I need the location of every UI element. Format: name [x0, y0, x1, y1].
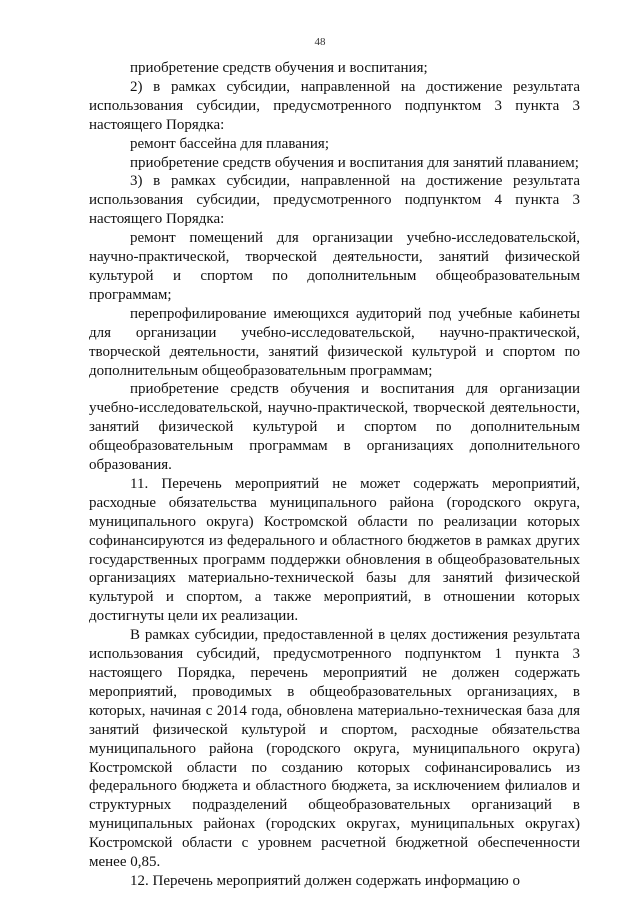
- paragraph: приобретение средств обучения и воспитания;: [130, 60, 428, 76]
- page-number: 48: [314, 36, 326, 48]
- paragraph: перепрофилирование имеющихся аудиторий под учебные кабинеты для организации учебно-исследовательской, научно-практической, творческой деятельности, занятий физической культурой и спортом по дополнительным общеобразовательным программам;: [89, 305, 580, 379]
- paragraph: ремонт бассейна для плавания;: [130, 135, 329, 152]
- paragraph: 11. Перечень мероприятий не может содержать мероприятий, расходные обязательства муниципального района (городского округа, муниципального округа) Костромской области по реализации которых софинансируются из федерального и областного бюджетов в рамках других государственных программ поддержки обновления в общеобразовательных организациях материально-технической базы для занятий физической культурой и спортом, а также мероприятий, в отношении которых достигнуты цели их реализации.: [89, 475, 580, 625]
- paragraph: 3) в рамках субсидии, направленной на достижение результата использования субсидии, предусмотренного подпунктом 4 пункта 3 настоящего Порядка:: [89, 173, 580, 228]
- paragraph: 2) в рамках субсидии, направленной на достижение результата использования субсидии, предусмотренного подпунктом 3 пункта 3 настоящего Порядка:: [89, 78, 580, 133]
- document-body: [89, 59, 580, 891]
- paragraph: В рамках субсидии, предоставленной в целях достижения результата использования субсидий, предусмотренного подпунктом 1 пункта 3 настоящего Порядка, перечень мероприятий не должен содержать мероприятий, проводимых в общеобразовательных организациях, в которых, начиная с 2014 года, обновлена материально-техническая база для занятий физической культурой и спортом, расходные обязательства муниципального района (городского округа, муниципального округа) Костромской области по созданию которых софинансировались из федерального бюджета и областного бюджета, за исключением филиалов и структурных подразделений общеобразовательных организаций в муниципальных районах (городских округах, муниципальных округах) Костромской области с уровнем расчетной бюджетной обеспеченности менее 0,85.: [89, 627, 580, 871]
- paragraph: приобретение средств обучения и воспитания для занятий плаванием;: [130, 154, 579, 171]
- paragraph: 12. Перечень мероприятий должен содержать информацию о: [130, 872, 520, 889]
- paragraph: ремонт помещений для организации учебно-исследовательской, научно-практической, творческой деятельности, занятий физической культурой и спортом по дополнительным общеобразовательным программам;: [89, 230, 580, 303]
- paragraph: приобретение средств обучения и воспитания для организации учебно-исследовательской, научно-практической, творческой деятельности, занятий физической культурой и спортом по дополнительным общеобразовательным программам в организациях дополнительного образования.: [89, 381, 580, 474]
